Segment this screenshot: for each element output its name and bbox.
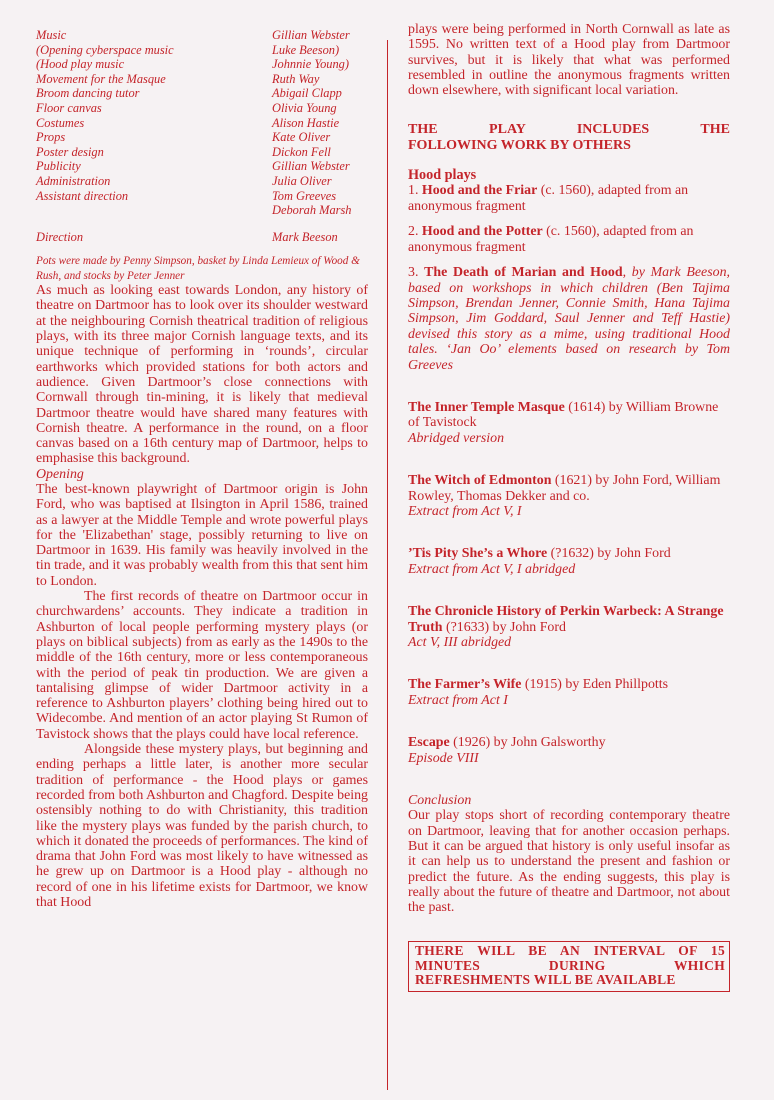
work-title: The Chronicle History of Perkin Warbeck: A Strange Truth xyxy=(408,604,724,635)
work-item xyxy=(408,546,730,577)
column-divider xyxy=(387,40,388,1090)
item-number: 3. xyxy=(408,265,419,281)
credit-row xyxy=(36,57,368,72)
work-note: Episode VIII xyxy=(408,750,479,766)
conclusion-section xyxy=(408,793,730,915)
credit-role: Costumes xyxy=(36,115,85,130)
credit-name: Gillian Webster xyxy=(272,159,350,174)
credit-row xyxy=(36,145,368,160)
notice-line: THERE WILL BE AN INTERVAL OF 15 xyxy=(415,943,725,959)
work-details: (1614) by William Browne of Tavistock xyxy=(408,399,719,431)
credit-name: Alison Hastie xyxy=(272,115,340,130)
credit-role: Movement for the Masque xyxy=(36,71,166,86)
work-title: Escape xyxy=(408,735,450,751)
credit-role: Publicity xyxy=(36,159,81,174)
credit-role: Music xyxy=(36,28,67,42)
credit-role: (Hood play music xyxy=(36,57,125,72)
credit-name: Ruth Way xyxy=(272,71,320,86)
credit-role: Floor canvas xyxy=(36,100,102,115)
credit-role: Administration xyxy=(36,173,111,188)
credit-name: Julia Oliver xyxy=(272,173,332,188)
spacer xyxy=(408,255,730,265)
credit-role: Assistant direction xyxy=(36,188,129,203)
credit-row-direction xyxy=(36,230,368,245)
work-title: The Death of Marian and Hood xyxy=(424,265,623,281)
credit-row xyxy=(36,189,368,204)
notice-line: MINUTES DURING WHICH xyxy=(415,957,725,973)
hood-play-item xyxy=(408,183,730,214)
body-paragraph: The best-known playwright of Dartmoor origin is John Ford, who was baptised at Ilsington in April 1586, trained as a lawyer at the Middle Temple and wrote powerful plays for the 'Elizabethan' stage, possibly returning to live on Dartmoor in 1639. His family was heavily involved in the tin trade, and it was probably wealth from this that sent him to London. xyxy=(36,481,368,589)
pots-note: Pots were made by Penny Simpson, basket by Linda Lemieux of Wood & Rush, and stocks by Peter Jenner xyxy=(36,255,360,282)
work-details: (1621) by John Ford, William Rowley, Thomas Dekker and co. xyxy=(408,473,721,504)
works-heading-line: THE PLAY INCLUDES THE xyxy=(408,122,730,138)
credit-name: Johnnie Young) xyxy=(272,57,349,72)
work-details: (1926) by John Galsworthy xyxy=(449,735,606,751)
credit-name: Olivia Young xyxy=(272,100,337,115)
credit-name: Abigail Clapp xyxy=(272,86,342,101)
credit-role: Direction xyxy=(36,229,84,244)
work-details: (c. 1560), adapted from an anonymous fragment xyxy=(408,183,689,214)
conclusion-heading: Conclusion xyxy=(408,793,472,809)
credit-row xyxy=(36,130,368,145)
item-number: 2. xyxy=(408,224,419,240)
work-title: The Inner Temple Masque xyxy=(408,399,565,415)
work-details: , xyxy=(622,265,632,281)
work-item xyxy=(408,604,730,650)
work-title: The Witch of Edmonton xyxy=(408,473,552,489)
credit-row xyxy=(36,43,368,58)
credit-name: Gillian Webster xyxy=(272,28,350,42)
credit-role xyxy=(36,203,272,218)
credit-row xyxy=(36,203,368,218)
spacer xyxy=(36,218,368,230)
work-title: The Farmer’s Wife xyxy=(408,677,522,693)
spacer xyxy=(408,214,730,224)
work-title: ’Tis Pity She’s a Whore xyxy=(408,546,548,562)
hood-play-item xyxy=(408,224,730,255)
work-item xyxy=(408,473,730,519)
credit-name: Deborah Marsh xyxy=(272,203,352,218)
credit-row xyxy=(36,28,368,43)
work-item xyxy=(408,400,730,446)
credit-name: Mark Beeson xyxy=(272,229,338,244)
credit-name: Tom Greeves xyxy=(272,188,337,203)
left-column xyxy=(36,28,368,910)
spacer xyxy=(408,650,730,677)
credit-row xyxy=(36,72,368,87)
spacer xyxy=(408,373,730,400)
work-note: Act V, III abridged xyxy=(408,635,512,651)
work-item xyxy=(408,735,730,766)
work-note: Abridged version xyxy=(408,430,505,446)
work-details: (c. 1560), adapted from an anonymous fragment xyxy=(408,224,694,255)
item-number: 1. xyxy=(408,183,419,199)
intro-paragraph: As much as looking east towards London, any history of theatre on Dartmoor has to look over its shoulder westward at the neighbouring Cornish theatrical tradition of religious plays, with its three major Cornish language texts, and its unique technique of performing in ‘rounds’, circular earthworks which provided stations for both actors and audience. Given Dartmoor’s close connections with Cornwall through tin-mining, it is likely that medieval Dartmoor theatre would have shared many features with Cornish theatre. A performance in the round, on a floor canvas based on a 16th century map of Dartmoor, helps to emphasise this background. xyxy=(36,283,368,467)
credit-row xyxy=(36,116,368,131)
work-details: (?1633) by John Ford xyxy=(442,619,566,635)
work-title: Hood and the Potter xyxy=(421,224,543,240)
work-note: Extract from Act V, I abridged xyxy=(408,561,576,577)
work-details: (1915) by Eden Phillpotts xyxy=(521,677,669,693)
work-item xyxy=(408,677,730,708)
work-note: Extract from Act V, I xyxy=(408,503,522,519)
credit-role: Poster design xyxy=(36,144,104,159)
hood-plays-heading: Hood plays xyxy=(408,167,477,184)
spacer xyxy=(408,708,730,735)
spacer xyxy=(408,766,730,793)
credits-list xyxy=(36,28,368,244)
spacer xyxy=(408,519,730,546)
credit-row xyxy=(36,174,368,189)
opening-heading: Opening xyxy=(36,466,84,482)
credit-role: Broom dancing tutor xyxy=(36,86,140,101)
work-credit-note: by Mark Beeson, based on workshops in which children (Ben Tajima Simpson, Brendan Jenner, Connie Smith, Hana Tajima Simpson, Jim Goddard, Saul Jenner and Teff Hastie) devised this story as a mime, using traditional Hood tales. ‘Jan Oo’ elements based on research by Tom Greeves xyxy=(408,265,730,373)
notice-line: REFRESHMENTS WILL BE AVAILABLE xyxy=(415,972,676,988)
interval-notice xyxy=(408,941,730,992)
credit-name: Kate Oliver xyxy=(272,130,331,145)
body-paragraph: The first records of theatre on Dartmoor occur in churchwardens’ accounts. They indicate a tradition in Ashburton of local people performing mystery plays (or plays on biblical subjects) from as early as the 1490s to the middle of the 16th century, more or less contemporaneous with the period of peak tin production. We are given a tantalising glimpse of wider Dartmoor activity in a reference to Ashburton players’ clothing being hired out to Widecombe. And mention of an actor playing St Rumon of Tavistock shows that the plays could have local reference. xyxy=(36,589,368,742)
credit-role: (Opening cyberspace music xyxy=(36,42,174,57)
history-text xyxy=(36,283,368,910)
credit-row xyxy=(36,86,368,101)
credit-role: Props xyxy=(36,130,66,145)
credit-name: Dickon Fell xyxy=(272,144,331,159)
work-details: (?1632) by John Ford xyxy=(547,546,671,562)
credit-row xyxy=(36,159,368,174)
body-paragraph: Alongside these mystery plays, but beginning and ending perhaps a little later, is another more secular tradition of performance - the Hood plays or games recorded from both Ashburton and Chagford. Despite being ostensibly nothing to do with Christianity, this tradition like the mystery plays was funded by the parish church, to which it donated the proceeds of performances. The kind of drama that John Ford was most likely to have witnessed as he grew up on Dartmoor is a Hood play - although no record of one in his lifetime exists for Dartmoor, we know that Hood xyxy=(36,742,368,910)
works-heading-line: FOLLOWING WORK BY OTHERS xyxy=(408,137,631,153)
spacer xyxy=(408,577,730,604)
right-column xyxy=(408,22,730,992)
work-note: Extract from Act I xyxy=(408,692,508,708)
conclusion-paragraph: Our play stops short of recording contemporary theatre on Dartmoor, leaving that for another occasion perhaps. But it can be argued that history is only useful insofar as it can help us to understand the present and fashion or predict the future. As the ending suggests, this play is really about the future of theatre and Dartmoor, not about the past. xyxy=(408,808,730,916)
continuation-paragraph: plays were being performed in North Cornwall as late as 1595. No written text of a Hood play from Dartmoor survives, but it is likely that what was performed resembled in outline the anonymous fragments written down elsewhere, with significant local variation. xyxy=(408,22,730,99)
work-title: Hood and the Friar xyxy=(421,183,538,199)
credit-row xyxy=(36,101,368,116)
spacer xyxy=(408,446,730,473)
works-heading xyxy=(408,122,730,153)
hood-play-item xyxy=(408,265,730,373)
credit-name: Luke Beeson) xyxy=(272,42,340,57)
